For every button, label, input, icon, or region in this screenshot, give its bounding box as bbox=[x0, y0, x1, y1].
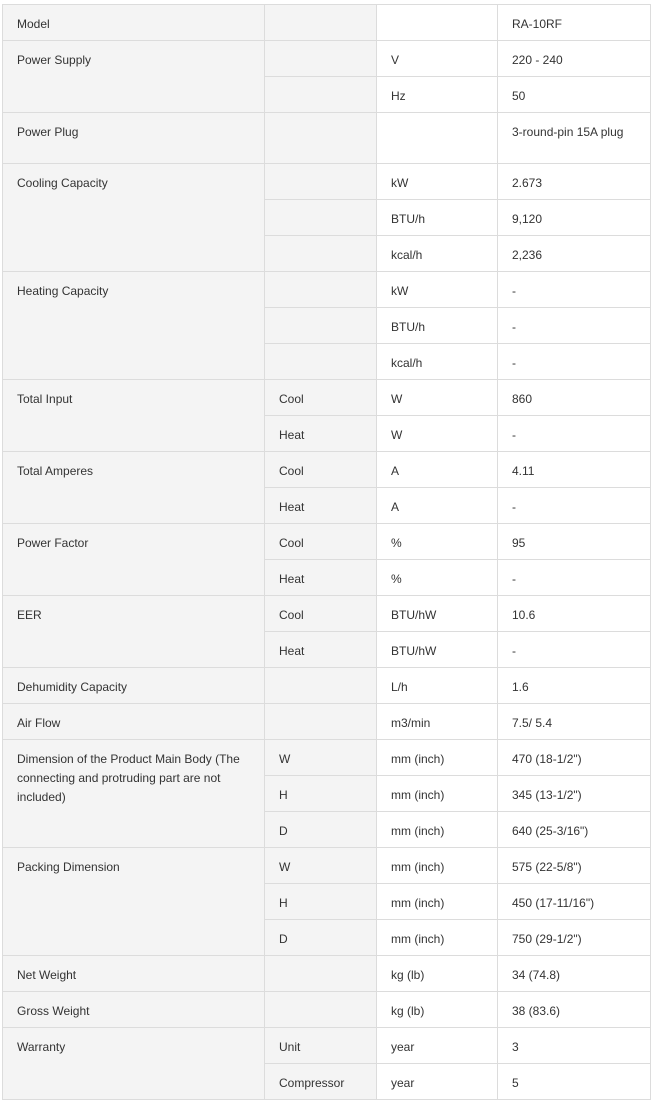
spec-label: Dimension of the Product Main Body (The connecting and protruding part are not included) bbox=[3, 740, 265, 848]
spec-mode: Heat bbox=[265, 488, 377, 524]
spec-unit: year bbox=[377, 1028, 498, 1064]
spec-label: Packing Dimension bbox=[3, 848, 265, 956]
spec-mode bbox=[265, 956, 377, 992]
spec-value: 5 bbox=[498, 1064, 651, 1100]
spec-unit: BTU/hW bbox=[377, 596, 498, 632]
spec-unit: Hz bbox=[377, 77, 498, 113]
spec-value: - bbox=[498, 416, 651, 452]
table-row bbox=[3, 596, 651, 632]
table-row bbox=[3, 992, 651, 1028]
table-row bbox=[3, 5, 651, 41]
spec-label: Net Weight bbox=[3, 956, 265, 992]
spec-label: Heating Capacity bbox=[3, 272, 265, 380]
spec-value: 220 - 240 bbox=[498, 41, 651, 77]
spec-mode bbox=[265, 236, 377, 272]
spec-value: 95 bbox=[498, 524, 651, 560]
spec-value: 860 bbox=[498, 380, 651, 416]
table-row bbox=[3, 164, 651, 200]
spec-mode: Unit bbox=[265, 1028, 377, 1064]
spec-mode: Cool bbox=[265, 596, 377, 632]
spec-mode bbox=[265, 41, 377, 77]
spec-unit: % bbox=[377, 524, 498, 560]
spec-label: Power Factor bbox=[3, 524, 265, 596]
spec-unit: mm (inch) bbox=[377, 920, 498, 956]
spec-unit: BTU/hW bbox=[377, 632, 498, 668]
spec-mode: Heat bbox=[265, 416, 377, 452]
spec-value: 9,120 bbox=[498, 200, 651, 236]
spec-value: 450 (17-11/16") bbox=[498, 884, 651, 920]
specification-table-body bbox=[3, 5, 651, 1100]
spec-value: 750 (29-1/2") bbox=[498, 920, 651, 956]
spec-mode: D bbox=[265, 812, 377, 848]
spec-value: 50 bbox=[498, 77, 651, 113]
spec-unit: A bbox=[377, 488, 498, 524]
specification-table bbox=[2, 4, 651, 1100]
spec-unit: W bbox=[377, 416, 498, 452]
spec-unit bbox=[377, 113, 498, 164]
spec-value: - bbox=[498, 632, 651, 668]
spec-value: - bbox=[498, 308, 651, 344]
table-row bbox=[3, 452, 651, 488]
spec-label: Model bbox=[3, 5, 265, 41]
spec-unit: BTU/h bbox=[377, 200, 498, 236]
spec-mode: W bbox=[265, 848, 377, 884]
spec-unit: W bbox=[377, 380, 498, 416]
spec-mode bbox=[265, 164, 377, 200]
spec-unit: kg (lb) bbox=[377, 992, 498, 1028]
spec-value: 38 (83.6) bbox=[498, 992, 651, 1028]
spec-mode bbox=[265, 308, 377, 344]
spec-value: 7.5/ 5.4 bbox=[498, 704, 651, 740]
spec-unit: year bbox=[377, 1064, 498, 1100]
spec-unit: % bbox=[377, 560, 498, 596]
spec-value: 575 (22-5/8") bbox=[498, 848, 651, 884]
table-row bbox=[3, 704, 651, 740]
table-row bbox=[3, 956, 651, 992]
spec-value: 34 (74.8) bbox=[498, 956, 651, 992]
spec-label: Dehumidity Capacity bbox=[3, 668, 265, 704]
spec-value: 10.6 bbox=[498, 596, 651, 632]
spec-unit: mm (inch) bbox=[377, 740, 498, 776]
spec-unit: kW bbox=[377, 272, 498, 308]
table-row bbox=[3, 272, 651, 308]
spec-unit: kcal/h bbox=[377, 236, 498, 272]
spec-label: Gross Weight bbox=[3, 992, 265, 1028]
table-row bbox=[3, 41, 651, 77]
spec-value: - bbox=[498, 344, 651, 380]
spec-mode: Compressor bbox=[265, 1064, 377, 1100]
spec-mode: Cool bbox=[265, 452, 377, 488]
spec-unit: mm (inch) bbox=[377, 776, 498, 812]
spec-mode bbox=[265, 668, 377, 704]
spec-value: 3 bbox=[498, 1028, 651, 1064]
spec-mode: H bbox=[265, 884, 377, 920]
spec-unit: mm (inch) bbox=[377, 812, 498, 848]
spec-label: Power Plug bbox=[3, 113, 265, 164]
table-row bbox=[3, 1028, 651, 1064]
spec-label: EER bbox=[3, 596, 265, 668]
spec-label: Total Input bbox=[3, 380, 265, 452]
spec-mode: Heat bbox=[265, 632, 377, 668]
table-row bbox=[3, 524, 651, 560]
table-row bbox=[3, 113, 651, 164]
spec-mode: Cool bbox=[265, 380, 377, 416]
spec-mode: Heat bbox=[265, 560, 377, 596]
spec-unit: m3/min bbox=[377, 704, 498, 740]
spec-mode bbox=[265, 992, 377, 1028]
spec-mode: Cool bbox=[265, 524, 377, 560]
spec-label: Warranty bbox=[3, 1028, 265, 1100]
spec-label: Total Amperes bbox=[3, 452, 265, 524]
spec-mode bbox=[265, 200, 377, 236]
spec-value: 640 (25-3/16") bbox=[498, 812, 651, 848]
spec-unit: V bbox=[377, 41, 498, 77]
spec-value: 1.6 bbox=[498, 668, 651, 704]
spec-unit: L/h bbox=[377, 668, 498, 704]
table-row bbox=[3, 668, 651, 704]
spec-value: 2,236 bbox=[498, 236, 651, 272]
spec-value: - bbox=[498, 488, 651, 524]
spec-unit bbox=[377, 5, 498, 41]
spec-unit: kg (lb) bbox=[377, 956, 498, 992]
spec-value: 3-round-pin 15A plug bbox=[498, 113, 651, 164]
spec-mode bbox=[265, 344, 377, 380]
spec-unit: mm (inch) bbox=[377, 884, 498, 920]
spec-mode: W bbox=[265, 740, 377, 776]
spec-label: Air Flow bbox=[3, 704, 265, 740]
spec-mode bbox=[265, 113, 377, 164]
spec-mode bbox=[265, 272, 377, 308]
table-row bbox=[3, 740, 651, 776]
table-row bbox=[3, 380, 651, 416]
spec-value: 345 (13-1/2") bbox=[498, 776, 651, 812]
spec-mode bbox=[265, 5, 377, 41]
spec-mode: D bbox=[265, 920, 377, 956]
spec-value: - bbox=[498, 560, 651, 596]
spec-unit: mm (inch) bbox=[377, 848, 498, 884]
spec-label: Power Supply bbox=[3, 41, 265, 113]
spec-value: RA-10RF bbox=[498, 5, 651, 41]
table-row bbox=[3, 848, 651, 884]
spec-unit: A bbox=[377, 452, 498, 488]
spec-unit: kcal/h bbox=[377, 344, 498, 380]
spec-mode bbox=[265, 704, 377, 740]
spec-value: - bbox=[498, 272, 651, 308]
spec-value: 470 (18-1/2") bbox=[498, 740, 651, 776]
spec-unit: kW bbox=[377, 164, 498, 200]
spec-value: 2.673 bbox=[498, 164, 651, 200]
spec-mode bbox=[265, 77, 377, 113]
spec-unit: BTU/h bbox=[377, 308, 498, 344]
spec-mode: H bbox=[265, 776, 377, 812]
spec-value: 4.11 bbox=[498, 452, 651, 488]
spec-label: Cooling Capacity bbox=[3, 164, 265, 272]
